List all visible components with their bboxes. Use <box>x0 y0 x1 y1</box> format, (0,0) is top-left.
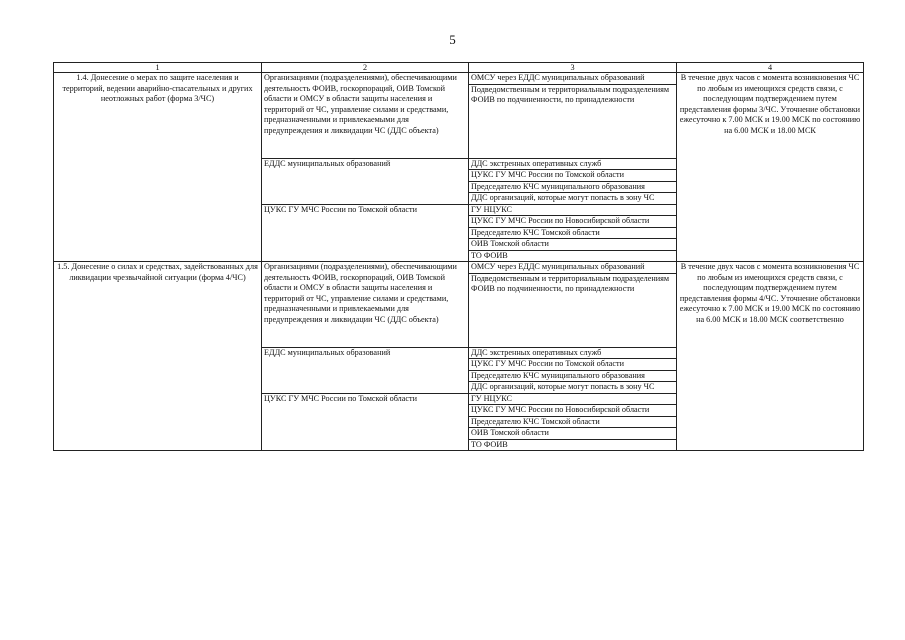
table-row <box>54 262 864 348</box>
recipient-item: ДДС экстренных оперативных служб <box>471 158 602 168</box>
column-header: 4 <box>677 63 864 73</box>
recipient-item: ГУ НЦУКС <box>471 204 512 214</box>
recipients-cell <box>469 262 677 348</box>
recipient-item: Председателю КЧС муниципального образования <box>469 181 676 193</box>
recipient-item: ОИВ Томской области <box>469 427 676 439</box>
recipient-item: Председателю КЧС муниципального образования <box>469 370 676 382</box>
recipient-item: Подведомственным и территориальным подразделениям ФОИВ по подчиненности, по принадлежности <box>469 84 676 158</box>
recipient-item: ЦУКС ГУ МЧС России по Томской области <box>469 169 676 181</box>
table-row <box>54 73 864 159</box>
recipient-item: ДДС организаций, которые могут попасть в зону ЧС <box>469 192 676 204</box>
recipient-item: Председателю КЧС Томской области <box>469 227 676 239</box>
recipient-item: ЦУКС ГУ МЧС России по Томской области <box>469 358 676 370</box>
recipient-item: ЦУКС ГУ МЧС России по Новосибирской области <box>469 404 676 416</box>
recipients-cell <box>469 73 677 159</box>
sender-cell: ЕДДС муниципальных образований <box>262 347 469 393</box>
timing-cell: В течение двух часов с момента возникновения ЧС по любым из имеющихся средств связи, с последующим подтверждением путем представления формы 3/ЧС. Уточнение обстановки ежесуточно к 7.00 МСК и 19.00 МСК по состоянию на 6.00 МСК и 18.00 МСК <box>677 73 864 262</box>
recipient-item: ОМСУ через ЕДДС муниципальных образований <box>471 73 645 82</box>
sender-cell: ЦУКС ГУ МЧС России по Томской области <box>262 393 469 451</box>
column-header: 3 <box>469 63 677 73</box>
recipient-item: Подведомственным и территориальным подразделениям ФОИВ по подчиненности, по принадлежности <box>469 273 676 347</box>
recipient-item: ОИВ Томской области <box>469 238 676 250</box>
reporting-table <box>53 62 864 451</box>
recipients-cell <box>469 158 677 204</box>
sender-cell: Организациями (подразделениями), обеспечивающими деятельность ФОИВ, госкорпораций, ОИВ Томской области и ОМСУ в области защиты населения и территорий от ЧС, управление силами и средствами, предназначенными и привлекаемыми для предупреждения и ликвидации ЧС (ДДС объекта) <box>262 262 469 348</box>
recipients-cell <box>469 347 677 393</box>
recipient-item: ДДС организаций, которые могут попасть в зону ЧС <box>469 381 676 393</box>
page-number: 5 <box>449 32 456 47</box>
recipient-item: ЦУКС ГУ МЧС России по Новосибирской области <box>469 215 676 227</box>
sender-cell: ЕДДС муниципальных образований <box>262 158 469 204</box>
recipient-item: ОМСУ через ЕДДС муниципальных образований <box>471 262 645 271</box>
recipients-cell <box>469 204 677 262</box>
column-header: 2 <box>262 63 469 73</box>
sender-cell: ЦУКС ГУ МЧС России по Томской области <box>262 204 469 262</box>
recipient-item: ГУ НЦУКС <box>471 393 512 403</box>
recipient-item: Председателю КЧС Томской области <box>469 416 676 428</box>
column-header: 1 <box>54 63 262 73</box>
recipient-item: ДДС экстренных оперативных служб <box>471 347 602 357</box>
recipient-item: ТО ФОИВ <box>469 439 676 451</box>
recipients-cell <box>469 393 677 451</box>
table-header-row <box>54 63 864 73</box>
timing-cell: В течение двух часов с момента возникновения ЧС по любым из имеющихся средств связи, с последующим подтверждением путем представления формы 4/ЧС. Уточнение обстановки ежесуточно к 7.00 МСК и 19.00 МСК по состоянию на 6.00 МСК и 18.00 МСК соответственно <box>677 262 864 451</box>
report-name: 1.4. Донесение о мерах по защите населения и территорий, ведении аварийно-спасательных и других неотложных работ (форма 3/ЧС) <box>54 73 262 262</box>
sender-cell: Организациями (подразделениями), обеспечивающими деятельность ФОИВ, госкорпораций, ОИВ Томской области и ОМСУ в области защиты населения и территорий от ЧС, управление силами и средствами, предназначенными и привлекаемыми для предупреждения и ликвидации ЧС (ДДС объекта) <box>262 73 469 159</box>
recipient-item: ТО ФОИВ <box>469 250 676 262</box>
report-name: 1.5. Донесение о силах и средствах, задействованных для ликвидации чрезвычайной ситуации (форма 4/ЧС) <box>54 262 262 451</box>
